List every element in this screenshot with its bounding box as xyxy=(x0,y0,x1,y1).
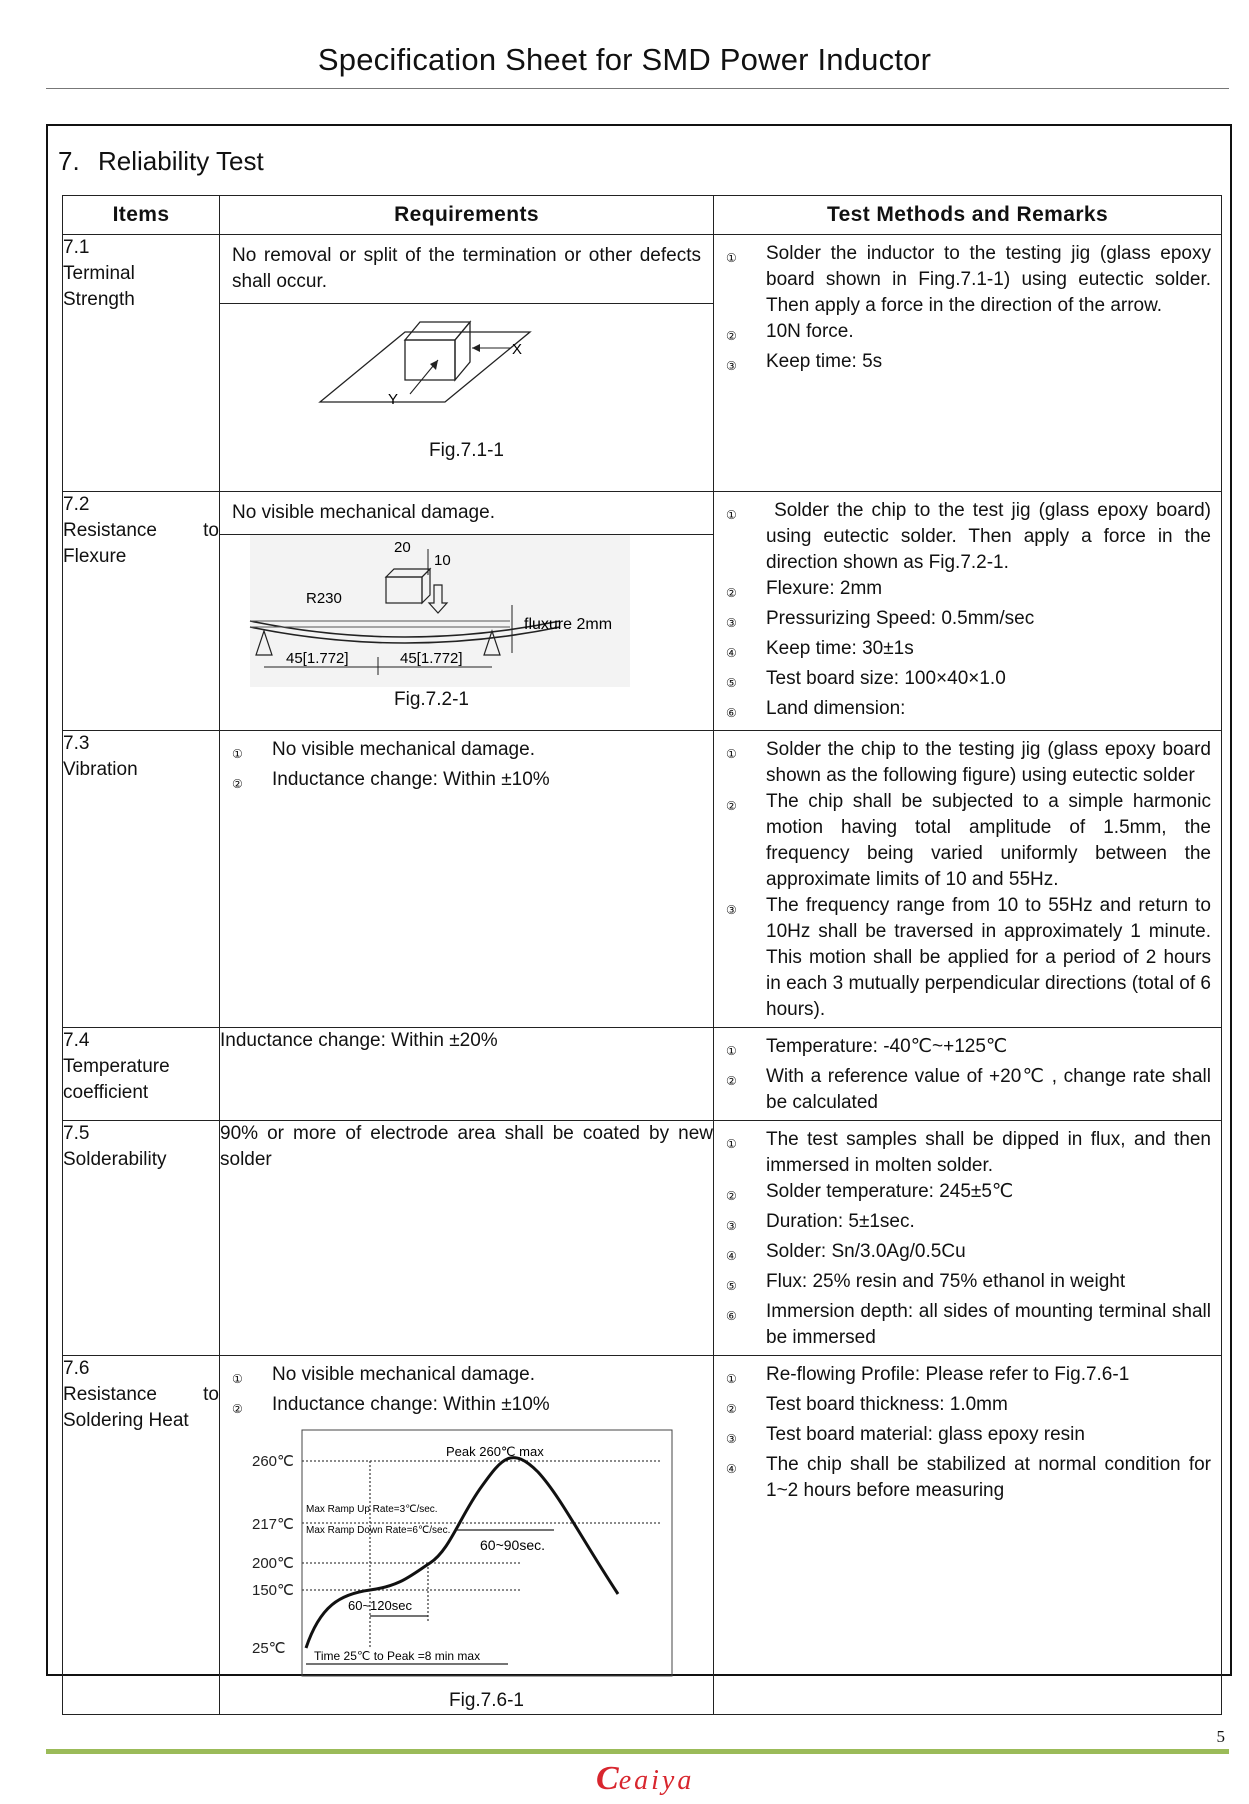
list-text: Test board material: glass epoxy resin xyxy=(766,1424,1085,1445)
list-item xyxy=(232,1392,703,1422)
list-item xyxy=(726,1392,1211,1422)
list-text: Solder the chip to the test jig (glass epoxy board) using eutectic solder. Then apply a force in the direction shown as Fig.7.2-1. xyxy=(766,500,1217,573)
requirement-cell xyxy=(220,235,714,492)
list-marker: ⑤ xyxy=(726,1279,737,1293)
requirement-list xyxy=(220,731,713,801)
list-item xyxy=(726,1179,1211,1209)
column-header-items: Items xyxy=(63,196,220,235)
chip-front xyxy=(405,340,455,380)
temp-label-217: 217℃ xyxy=(252,1516,294,1533)
method-list xyxy=(714,492,1221,730)
list-item xyxy=(726,1452,1211,1504)
figure-7-1-1 xyxy=(220,303,713,466)
list-marker: ③ xyxy=(726,359,737,373)
item-number: 7.4 xyxy=(63,1030,90,1051)
item-number: 7.5 xyxy=(63,1123,90,1144)
requirement-cell: Inductance change: Within ±20% xyxy=(220,1028,714,1121)
list-item xyxy=(726,319,1211,349)
right-span-label: 45[1.772] xyxy=(400,650,463,667)
item-cell xyxy=(63,235,220,492)
list-text: The test samples shall be dipped in flux, and then immersed in molten solder. xyxy=(766,1129,1211,1176)
list-marker: ④ xyxy=(726,1462,737,1476)
list-marker: ① xyxy=(232,747,243,761)
list-text: Inductance change: Within ±10% xyxy=(272,769,550,790)
item-name: Temperature xyxy=(63,1056,170,1077)
temp-label-25: 25℃ xyxy=(252,1640,286,1657)
list-text: Keep time: 5s xyxy=(766,351,883,372)
company-logo xyxy=(596,1760,694,1798)
list-item xyxy=(726,241,1211,319)
terminal-strength-diagram xyxy=(220,304,714,438)
profile-curve xyxy=(306,1458,618,1648)
list-marker: ② xyxy=(232,777,243,791)
list-item xyxy=(726,1209,1211,1239)
list-item xyxy=(726,1064,1211,1116)
list-text: Flexure: 2mm xyxy=(766,578,883,599)
list-text: 10N force. xyxy=(766,321,854,342)
list-text: The chip shall be stabilized at normal condition for 1~2 hours before measuring xyxy=(766,1454,1211,1501)
item-number: 7.3 xyxy=(63,733,90,754)
flexure-diagram xyxy=(220,535,714,691)
duration-60-90-label: 60~90sec. xyxy=(480,1537,545,1553)
method-cell xyxy=(714,1121,1222,1356)
list-item xyxy=(726,1034,1211,1064)
x-arrowhead xyxy=(472,344,480,352)
list-text: Temperature: -40℃~+125℃ xyxy=(766,1036,1008,1057)
item-cell xyxy=(63,1356,220,1715)
list-item xyxy=(726,636,1211,666)
item-name: Resistance to xyxy=(63,520,219,541)
item-number: 7.1 xyxy=(63,237,90,258)
test-board-shape xyxy=(320,332,530,402)
dim-20-label: 20 xyxy=(394,539,411,556)
requirement-text: No removal or split of the termination or other defects shall occur. xyxy=(232,245,701,292)
list-text: The frequency range from 10 to 55Hz and return to 10Hz shall be traversed in approximately 1 minute. This motion shall be applied for a period of 2 hours in each 3 mutually perpendicular directions (total of 6 hours). xyxy=(766,895,1211,1020)
table-header-row xyxy=(63,196,1222,235)
dim-10-label: 10 xyxy=(434,552,451,569)
list-marker: ① xyxy=(726,1044,737,1058)
list-text: No visible mechanical damage. xyxy=(272,1364,535,1385)
flexure-label: fluxure 2mm xyxy=(524,616,613,633)
list-text: Inductance change: Within ±10% xyxy=(272,1394,550,1415)
method-cell xyxy=(714,731,1222,1028)
list-item xyxy=(726,789,1211,893)
list-text: Flux: 25% resin and 75% ethanol in weight xyxy=(766,1271,1126,1292)
list-item xyxy=(726,349,1211,379)
temp-label-260: 260℃ xyxy=(252,1453,294,1470)
list-marker: ⑤ xyxy=(726,676,737,690)
item-cell xyxy=(63,1028,220,1121)
chip-side xyxy=(455,322,470,380)
table-row xyxy=(63,492,1222,731)
list-item xyxy=(726,498,1217,576)
list-text: The chip shall be subjected to a simple harmonic motion having total amplitude of 1.5mm, the frequency being varied uniformly between the approximate limits of 10 and 55Hz. xyxy=(766,791,1211,890)
section-title: Reliability Test xyxy=(98,146,264,176)
list-marker: ② xyxy=(726,586,737,600)
list-item xyxy=(726,893,1211,1023)
method-list xyxy=(714,731,1221,1027)
list-marker: ② xyxy=(726,799,737,813)
item-number: 7.6 xyxy=(63,1358,90,1379)
ramp-up-label: Max Ramp Up Rate=3℃/sec. xyxy=(306,1504,438,1515)
list-marker: ② xyxy=(232,1402,243,1416)
method-list xyxy=(714,235,1221,383)
list-item xyxy=(726,576,1211,606)
footer-divider xyxy=(46,1749,1229,1754)
table-row xyxy=(63,235,1222,492)
reflow-profile-chart xyxy=(220,1426,714,1686)
reliability-test-table xyxy=(62,195,1222,1715)
radius-label: R230 xyxy=(306,590,342,607)
list-marker: ① xyxy=(726,1137,737,1151)
item-name: Terminal xyxy=(63,263,135,284)
requirement-cell xyxy=(220,731,714,1028)
method-list xyxy=(714,1028,1221,1120)
method-list xyxy=(714,1356,1221,1508)
x-label: X xyxy=(512,341,523,358)
section-heading xyxy=(58,146,264,177)
method-list xyxy=(714,1121,1221,1355)
requirement-cell: 90% or more of electrode area shall be coated by new solder xyxy=(220,1121,714,1356)
list-marker: ① xyxy=(726,251,737,265)
item-cell xyxy=(63,1121,220,1356)
table-row xyxy=(63,1121,1222,1356)
list-text: Solder: Sn/3.0Ag/0.5Cu xyxy=(766,1241,966,1262)
list-text: Test board thickness: 1.0mm xyxy=(766,1394,1008,1415)
list-text: Test board size: 100×40×1.0 xyxy=(766,668,1006,689)
method-cell xyxy=(714,235,1222,492)
temp-label-200: 200℃ xyxy=(252,1555,294,1572)
list-marker: ② xyxy=(726,1074,737,1088)
figure-caption: Fig.7.6-1 xyxy=(449,1690,524,1711)
list-marker: ① xyxy=(726,747,737,761)
requirement-cell xyxy=(220,492,714,731)
list-marker: ① xyxy=(726,1372,737,1386)
list-marker: ② xyxy=(726,1189,737,1203)
item-cell xyxy=(63,492,220,731)
list-marker: ④ xyxy=(726,646,737,660)
list-text: Duration: 5±1sec. xyxy=(766,1211,915,1232)
figure-caption: Fig.7.1-1 xyxy=(429,440,504,461)
total-time-label: Time 25℃ to Peak =8 min max xyxy=(314,1649,481,1663)
list-marker: ① xyxy=(726,508,737,522)
requirement-text: No visible mechanical damage. xyxy=(232,502,495,523)
item-name: Flexure xyxy=(63,546,127,567)
list-item xyxy=(726,606,1211,636)
list-marker: ③ xyxy=(726,616,737,630)
table-row xyxy=(63,1028,1222,1121)
header-divider xyxy=(46,88,1229,89)
column-header-methods: Test Methods and Remarks xyxy=(714,196,1222,235)
item-cell xyxy=(63,731,220,1028)
list-marker: ⑥ xyxy=(726,706,737,720)
list-item xyxy=(232,1362,703,1392)
item-number: 7.2 xyxy=(63,494,90,515)
list-text: Immersion depth: all sides of mounting terminal shall be immersed xyxy=(766,1301,1211,1348)
list-item xyxy=(726,1299,1211,1351)
list-text: Keep time: 30±1s xyxy=(766,638,914,659)
item-name: Strength xyxy=(63,289,135,310)
table-row xyxy=(63,731,1222,1028)
list-marker: ③ xyxy=(726,903,737,917)
list-item xyxy=(726,1127,1211,1179)
list-text: No visible mechanical damage. xyxy=(272,739,535,760)
logo-text: eaiya xyxy=(618,1765,695,1796)
list-marker: ② xyxy=(726,329,737,343)
list-item xyxy=(726,1422,1211,1452)
list-item xyxy=(726,1362,1211,1392)
figure-7-2-1 xyxy=(220,534,713,719)
logo-mark: C xyxy=(596,1760,619,1797)
list-marker: ① xyxy=(232,1372,243,1386)
item-name: coefficient xyxy=(63,1082,149,1103)
list-text: With a reference value of +20℃ , change rate shall be calculated xyxy=(766,1066,1211,1113)
list-marker: ⑥ xyxy=(726,1309,737,1323)
list-marker: ③ xyxy=(726,1432,737,1446)
item-name: Solderability xyxy=(63,1149,167,1170)
list-item xyxy=(726,737,1211,789)
requirement-cell xyxy=(220,1356,714,1715)
figure-caption: Fig.7.2-1 xyxy=(394,689,469,710)
list-text: Re-flowing Profile: Please refer to Fig.7.6-1 xyxy=(766,1364,1130,1385)
list-text: Solder temperature: 245±5℃ xyxy=(766,1181,1014,1202)
method-cell xyxy=(714,1356,1222,1715)
list-text: Solder the inductor to the testing jig (glass epoxy board shown in Fing.7.1-1) using eutectic solder. Then apply a force in the direction of the arrow. xyxy=(766,243,1211,316)
requirement-list xyxy=(220,1356,713,1426)
chip-top xyxy=(405,322,470,340)
list-item xyxy=(726,1269,1211,1299)
ramp-down-label: Max Ramp Down Rate=6℃/sec. xyxy=(306,1525,451,1536)
item-name: Vibration xyxy=(63,759,138,780)
list-marker: ④ xyxy=(726,1249,737,1263)
method-cell xyxy=(714,492,1222,731)
list-text: Land dimension: xyxy=(766,698,906,719)
page-number: 5 xyxy=(1216,1727,1225,1746)
item-name: Resistance to xyxy=(63,1384,219,1405)
y-label: Y xyxy=(388,391,399,408)
item-name: Soldering Heat xyxy=(63,1410,189,1431)
list-item xyxy=(232,737,703,767)
list-item xyxy=(726,1239,1211,1269)
table-row xyxy=(63,1356,1222,1715)
section-number: 7. xyxy=(58,146,80,176)
left-span-label: 45[1.772] xyxy=(286,650,349,667)
peak-label: Peak 260℃ max xyxy=(446,1444,544,1459)
list-item xyxy=(232,767,703,797)
list-item xyxy=(726,666,1211,696)
page-title: Specification Sheet for SMD Power Inductor xyxy=(317,42,932,77)
duration-60-120-label: 60~120sec xyxy=(348,1598,412,1613)
list-item xyxy=(726,696,1211,726)
list-text: Solder the chip to the testing jig (glass epoxy board shown as the following figure) using eutectic solder xyxy=(766,739,1211,786)
list-marker: ② xyxy=(726,1402,737,1416)
list-text: Pressurizing Speed: 0.5mm/sec xyxy=(766,608,1035,629)
temp-label-150: 150℃ xyxy=(252,1582,294,1599)
list-marker: ③ xyxy=(726,1219,737,1233)
method-cell xyxy=(714,1028,1222,1121)
column-header-requirements: Requirements xyxy=(220,196,714,235)
chart-frame xyxy=(302,1430,672,1676)
